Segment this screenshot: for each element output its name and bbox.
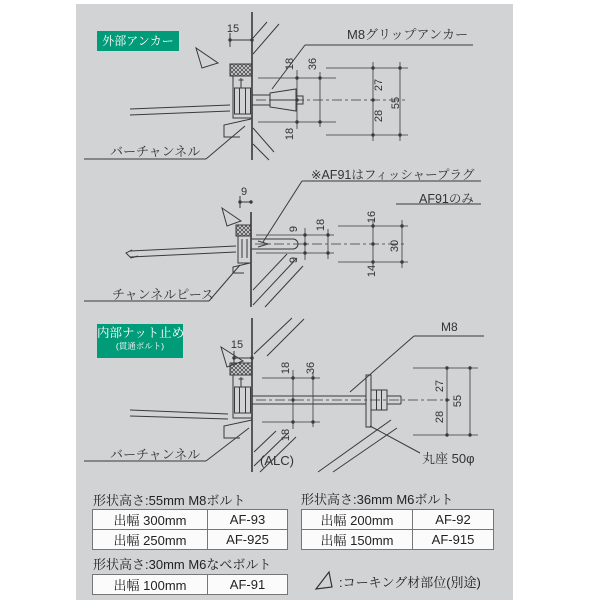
anchor-type-label: M8グリップアンカー bbox=[347, 27, 469, 42]
table-title-55mm: 形状高さ:55mm M8ボルト bbox=[93, 493, 246, 508]
caulking-triangle-icon bbox=[196, 48, 218, 68]
fischer-plug-note: ※AF91はフィッシャープラグ bbox=[311, 168, 475, 182]
spec-table-36mm bbox=[301, 509, 494, 550]
size-cell: 出幅 100mm bbox=[93, 575, 208, 595]
dim-55: 55 bbox=[452, 394, 464, 408]
caulking-triangle-icon bbox=[222, 208, 241, 226]
table-row bbox=[93, 530, 288, 550]
spec-table-30mm bbox=[92, 574, 288, 595]
dim-28: 28 bbox=[373, 109, 385, 123]
size-cell: 出幅 150mm bbox=[302, 530, 413, 550]
table-title-36mm: 形状高さ:36mm M6ボルト bbox=[301, 492, 454, 507]
code-cell: AF-93 bbox=[208, 510, 288, 530]
alc-wall-label: (ALC) bbox=[260, 453, 294, 468]
dim-15: 15 bbox=[226, 23, 240, 35]
spec-table-55mm bbox=[92, 509, 288, 550]
table-row bbox=[302, 530, 494, 550]
dim-14: 14 bbox=[366, 264, 378, 278]
bar-channel-label: バーチャンネル bbox=[110, 447, 201, 462]
dim-16: 16 bbox=[366, 210, 378, 224]
table-row bbox=[93, 575, 288, 595]
size-cell: 出幅 250mm bbox=[93, 530, 208, 550]
caulking-legend bbox=[313, 570, 481, 592]
size-cell: 出幅 200mm bbox=[302, 510, 413, 530]
size-cell: 出幅 300mm bbox=[93, 510, 208, 530]
channel-piece-label: チャンネルピース bbox=[112, 287, 215, 302]
table-row bbox=[302, 510, 494, 530]
dim-27: 27 bbox=[434, 379, 446, 393]
dim-36: 36 bbox=[305, 361, 317, 375]
section-tag-external-anchor: 外部アンカー bbox=[97, 31, 179, 51]
dim-18-upper: 18 bbox=[280, 361, 292, 375]
dim-18-upper: 18 bbox=[284, 57, 296, 71]
dim-27: 27 bbox=[373, 78, 385, 92]
code-cell: AF-92 bbox=[413, 510, 494, 530]
dim-9-upper: 9 bbox=[288, 225, 300, 233]
dim-18: 18 bbox=[315, 218, 327, 232]
bolt-size-label: M8 bbox=[441, 320, 458, 334]
legend-label: :コーキング材部位(別途) bbox=[339, 574, 481, 590]
dim-9-top: 9 bbox=[240, 186, 248, 198]
section-tag-internal-nut bbox=[97, 324, 183, 358]
af91-only-note: AF91のみ bbox=[419, 192, 474, 206]
dim-18-lower: 18 bbox=[284, 127, 296, 141]
dim-30: 30 bbox=[389, 239, 401, 253]
dim-55: 55 bbox=[390, 96, 402, 110]
code-cell: AF-91 bbox=[208, 575, 288, 595]
dim-36: 36 bbox=[307, 57, 319, 71]
round-washer-label: 丸座 50φ bbox=[422, 451, 475, 466]
dim-28: 28 bbox=[434, 410, 446, 424]
tag-subtitle: (貫通ボルト) bbox=[115, 341, 165, 351]
tag-title: 内部ナット止め bbox=[97, 326, 185, 340]
dim-9-lower: 9 bbox=[288, 256, 300, 264]
code-cell: AF-915 bbox=[413, 530, 494, 550]
code-cell: AF-925 bbox=[208, 530, 288, 550]
dim-18-lower: 18 bbox=[280, 428, 292, 442]
dim-15: 15 bbox=[230, 339, 244, 351]
bar-channel-label: バーチャンネル bbox=[110, 144, 201, 159]
table-title-30mm: 形状高さ:30mm M6なべボルト bbox=[93, 557, 272, 572]
caulking-triangle-icon bbox=[313, 570, 335, 592]
table-row bbox=[93, 510, 288, 530]
